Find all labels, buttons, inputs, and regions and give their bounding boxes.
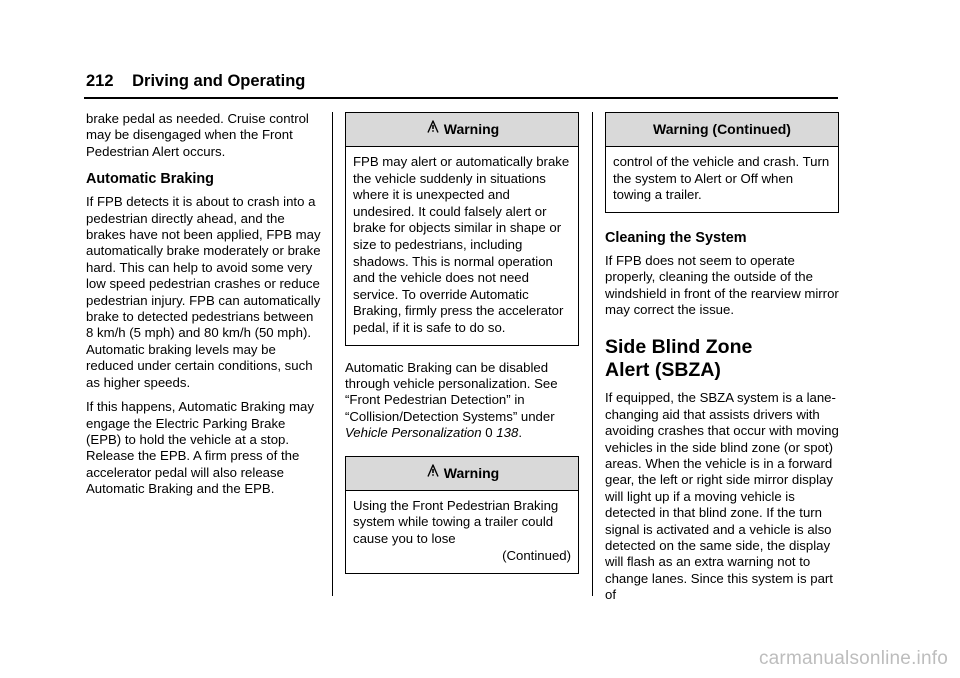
- heading-automatic-braking: Automatic Braking: [86, 171, 214, 188]
- column-3: [605, 112, 839, 612]
- heading-sbza: [605, 336, 839, 382]
- page-ref-symbol: 0: [485, 425, 493, 441]
- column-1: [86, 111, 322, 506]
- warning-triangle-icon: [425, 463, 441, 479]
- warning-continued-box: [605, 112, 839, 213]
- warning-box-2: [345, 456, 579, 574]
- warning-box-1-title: [346, 113, 578, 147]
- period: .: [518, 425, 522, 441]
- heading-sbza-line1: Side Blind Zone: [605, 336, 753, 359]
- warning-2-text: Using the Front Pedestrian Braking system while towing a trailer could cause you to lose: [353, 497, 559, 546]
- disable-text: Automatic Braking can be disabled through vehicle personalization. See “Front Pedestrian Detection” in “Collision/Detection Systems” under: [345, 359, 558, 424]
- warning-box-1: [345, 112, 579, 346]
- warning-box-1-body: [346, 147, 578, 345]
- paragraph-disable-braking: [345, 360, 579, 442]
- paragraph-fpb-detects: If FPB detects it is about to crash into a pedestrian directly ahead, and the brakes have not been applied, FPB may automatically brake moderately or brake hard. This can help to avoid some very low speed pedestrian crashes or reduce pedestrian injury. FPB can automatically brake to detected pedestrians between 8 km/h (5 mph) and 80 km/h (50 mph). Automatic braking levels may be reduced under certain conditions, such as higher speeds.: [86, 194, 321, 390]
- warning-continued-text: control of the vehicle and crash. Turn the system to Alert or Off when towing a trailer.: [613, 154, 830, 203]
- continued-label: (Continued): [502, 548, 571, 564]
- page-number: 212: [86, 72, 114, 90]
- column-divider-2: [592, 112, 593, 596]
- page-header: [86, 72, 305, 91]
- column-2: [345, 112, 579, 588]
- paragraph-sbza: If equipped, the SBZA system is a lane-changing aid that assists drivers with avoiding crashes that occur with moving vehicles in the side blind zone (or spot) areas. When the vehicle is in a forward gear, the left or right side mirror display will light up if a moving vehicle is detected in that blind zone. If the turn signal is activated and a vehicle is also detected on the same side, the display will flash as an extra warning not to change lanes. Since this system is part of: [605, 390, 839, 603]
- section-title: Driving and Operating: [132, 72, 306, 90]
- warning-label: Warning: [443, 121, 500, 137]
- warning-1-text: FPB may alert or automatically brake the vehicle suddenly in situations where it is unexpected and undesired. It could falsely alert or brake for objects similar in shape or size to pedestrians, including shadows. This is normal operation and the vehicle does not need service. To override Automatic Braking, firmly press the accelerator pedal, if it is safe to do so.: [353, 154, 570, 335]
- warning-continued-body: [606, 147, 838, 212]
- warning-box-2-body: [346, 491, 578, 573]
- ref-page-number[interactable]: 138: [496, 425, 519, 441]
- warning-box-2-title: [346, 457, 578, 491]
- warning-triangle-icon: [425, 119, 441, 135]
- watermark: carmanualsonline.info: [758, 648, 948, 669]
- paragraph-cleaning: If FPB does not seem to operate properly, cleaning the outside of the windshield in front of the rearview mirror may correct the issue.: [605, 252, 839, 317]
- heading-cleaning-system: Cleaning the System: [605, 229, 747, 246]
- heading-sbza-line2: Alert (SBZA): [605, 359, 721, 382]
- paragraph-cruise: brake pedal as needed. Cruise control may be disengaged when the Front Pedestrian Alert occurs.: [86, 111, 309, 159]
- header-rule: [84, 97, 838, 99]
- warning-continued-title: Warning (Continued): [606, 113, 838, 147]
- warning-label: Warning: [443, 464, 500, 481]
- ref-vehicle-personalization[interactable]: Vehicle Personalization: [345, 425, 482, 441]
- column-divider-1: [332, 112, 333, 596]
- paragraph-epb: If this happens, Automatic Braking may engage the Electric Parking Brake (EPB) to hold the vehicle at a stop. Release the EPB. A firm press of the accelerator pedal will also release Automatic Braking and the EPB.: [86, 399, 314, 497]
